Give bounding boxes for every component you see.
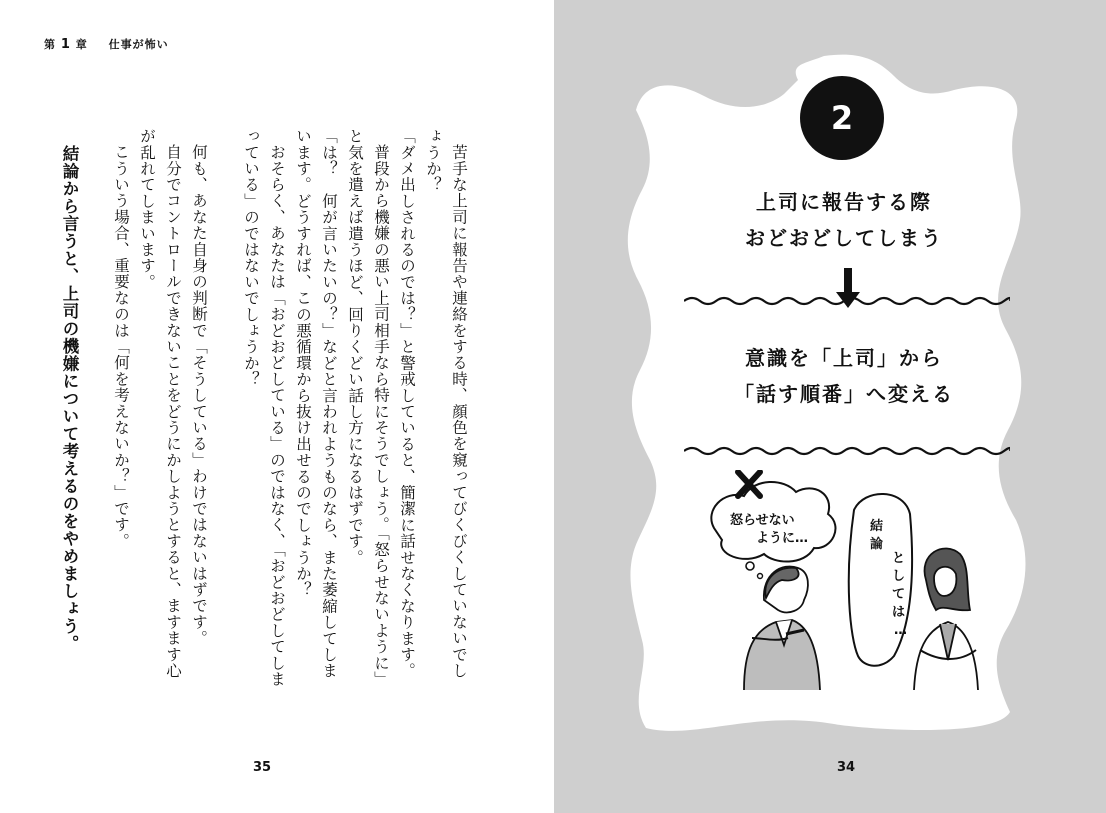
speech-bubble-char: て <box>892 587 906 602</box>
wavy-divider <box>684 444 1010 458</box>
paragraph: 何も、あなた自身の判断で「そうしている」わけではないはずです。 <box>190 143 208 646</box>
man-figure <box>744 566 820 690</box>
chapter-number: 1 <box>60 37 71 52</box>
woman-figure <box>914 548 978 690</box>
paragraph: 「は？ 何が言いたいの？」などと言われようものなら、また萎縮してしまいます。どうすれば、この悪循環から抜け出せるのでしょうか？ <box>294 128 338 679</box>
page-number-right: 34 <box>837 760 856 775</box>
solution-line: 「話す順番」へ変える <box>734 382 954 406</box>
chapter-title: 仕事が怖い <box>108 38 169 51</box>
speech-bubble-char: 結 <box>870 519 884 534</box>
chapter-header <box>44 36 169 52</box>
speech-bubble-char: し <box>892 569 906 584</box>
solution-line: 意識を「上司」から <box>745 346 943 370</box>
speech-bubble-char: … <box>894 623 907 638</box>
page-number-left: 35 <box>253 760 272 775</box>
chapter-label: 第 <box>44 38 56 51</box>
speech-bubble-char: と <box>892 551 906 566</box>
illustration <box>704 470 984 690</box>
solution-heading <box>694 340 994 412</box>
paragraph: 自分でコントロールできないことをどうにかしようとすると、ますます心が乱れてしまいます。 <box>138 128 182 679</box>
down-arrow-icon <box>836 268 860 312</box>
problem-line: おどおどしてしまう <box>745 226 943 250</box>
paragraph: こういう場合、重要なのは「何を考えないか？」です。 <box>112 143 130 549</box>
key-conclusion: 結論から言うと、上司の機嫌について考えるのをやめましょう。 <box>60 144 79 652</box>
paragraph: 苦手な上司に報告や連絡をする時、顔色を窺ってびくびくしていないでしょうか？ <box>424 128 468 679</box>
paragraph: 「ダメ出しされるのでは？」と警戒していると、簡潔に話せなくなります。 <box>398 128 416 679</box>
problem-line: 上司に報告する際 <box>756 190 932 214</box>
body-text <box>52 128 472 688</box>
problem-heading <box>694 184 994 256</box>
paragraph: 普段から機嫌の悪い上司相手なら特にそうでしょう。「怒らせないように」と気を遣えば遣うほど、回りくどい話し方になるはずです。 <box>346 128 390 687</box>
speech-bubble-char: 論 <box>870 537 884 552</box>
topic-number-badge: 2 <box>800 76 884 160</box>
thought-bubble-text-line1: 怒らせない <box>730 513 795 528</box>
thought-bubble-text-line2: ように… <box>756 531 809 546</box>
speech-bubble-char: は <box>892 605 906 620</box>
chapter-suffix: 章 <box>75 38 88 51</box>
right-page <box>554 0 1106 813</box>
paragraph: おそらく、あなたは「おどおどしている」のではなく、「おどおどしてしまっている」のではないでしょうか？ <box>242 128 286 687</box>
